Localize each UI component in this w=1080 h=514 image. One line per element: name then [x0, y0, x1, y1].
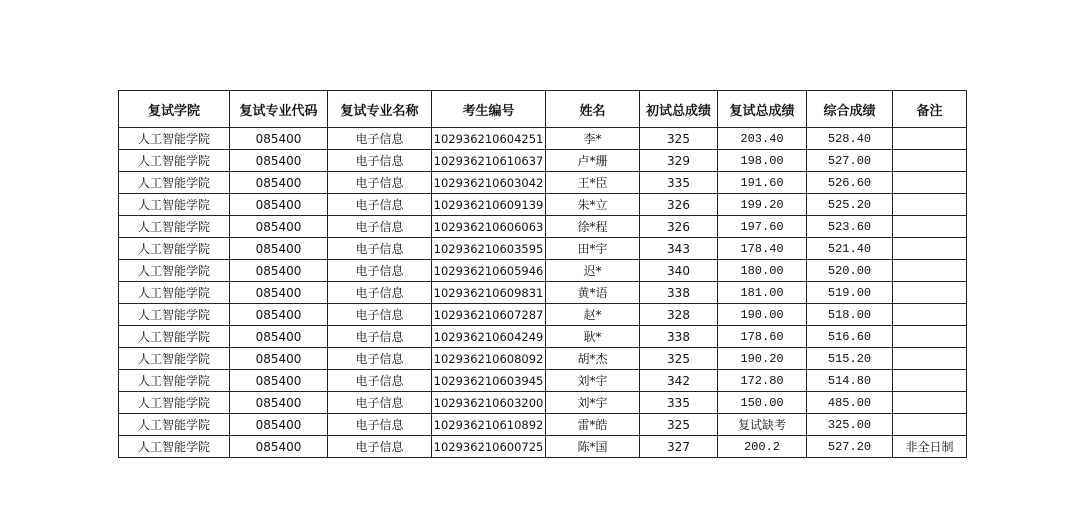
cell-college: 人工智能学院 — [119, 238, 230, 260]
cell-major-name: 电子信息 — [328, 370, 432, 392]
cell-prelim-score: 326 — [640, 194, 718, 216]
cell-exam-id: 102936210603595 — [432, 238, 546, 260]
table-row — [119, 260, 967, 282]
cell-total-score: 516.60 — [807, 326, 893, 348]
cell-major-name: 电子信息 — [328, 194, 432, 216]
cell-exam-id: 102936210603945 — [432, 370, 546, 392]
cell-college: 人工智能学院 — [119, 436, 230, 458]
cell-major-code: 085400 — [230, 150, 328, 172]
cell-major-code: 085400 — [230, 260, 328, 282]
cell-name: 胡*杰 — [546, 348, 640, 370]
cell-prelim-score: 338 — [640, 326, 718, 348]
table-row — [119, 326, 967, 348]
cell-remarks — [893, 194, 967, 216]
cell-remarks — [893, 128, 967, 150]
cell-major-code: 085400 — [230, 436, 328, 458]
cell-name: 刘*宇 — [546, 370, 640, 392]
cell-major-code: 085400 — [230, 216, 328, 238]
cell-exam-id: 102936210604251 — [432, 128, 546, 150]
cell-remarks — [893, 348, 967, 370]
cell-college: 人工智能学院 — [119, 414, 230, 436]
header-retest-score: 复试总成绩 — [718, 91, 807, 128]
table-body — [119, 128, 967, 458]
table-row — [119, 238, 967, 260]
cell-prelim-score: 335 — [640, 392, 718, 414]
cell-remarks — [893, 304, 967, 326]
cell-prelim-score: 325 — [640, 128, 718, 150]
cell-total-score: 528.40 — [807, 128, 893, 150]
cell-major-name: 电子信息 — [328, 436, 432, 458]
header-major-name: 复试专业名称 — [328, 91, 432, 128]
header-prelim-score: 初试总成绩 — [640, 91, 718, 128]
cell-total-score: 527.00 — [807, 150, 893, 172]
cell-college: 人工智能学院 — [119, 216, 230, 238]
cell-name: 徐*程 — [546, 216, 640, 238]
cell-exam-id: 102936210609139 — [432, 194, 546, 216]
cell-major-code: 085400 — [230, 238, 328, 260]
cell-total-score: 515.20 — [807, 348, 893, 370]
cell-retest-score: 198.00 — [718, 150, 807, 172]
cell-college: 人工智能学院 — [119, 370, 230, 392]
cell-major-code: 085400 — [230, 282, 328, 304]
cell-exam-id: 102936210605946 — [432, 260, 546, 282]
cell-retest-score: 178.40 — [718, 238, 807, 260]
cell-retest-score: 190.20 — [718, 348, 807, 370]
cell-prelim-score: 343 — [640, 238, 718, 260]
table-row — [119, 172, 967, 194]
cell-college: 人工智能学院 — [119, 304, 230, 326]
table-row — [119, 304, 967, 326]
cell-name: 卢*珊 — [546, 150, 640, 172]
cell-retest-score: 197.60 — [718, 216, 807, 238]
cell-remarks — [893, 370, 967, 392]
cell-college: 人工智能学院 — [119, 194, 230, 216]
cell-prelim-score: 328 — [640, 304, 718, 326]
cell-prelim-score: 327 — [640, 436, 718, 458]
cell-prelim-score: 338 — [640, 282, 718, 304]
cell-college: 人工智能学院 — [119, 326, 230, 348]
cell-college: 人工智能学院 — [119, 172, 230, 194]
cell-exam-id: 102936210606063 — [432, 216, 546, 238]
cell-major-name: 电子信息 — [328, 150, 432, 172]
cell-retest-score: 178.60 — [718, 326, 807, 348]
table-row — [119, 370, 967, 392]
cell-major-name: 电子信息 — [328, 216, 432, 238]
table-row — [119, 150, 967, 172]
cell-retest-score: 复试缺考 — [718, 414, 807, 436]
cell-exam-id: 102936210600725 — [432, 436, 546, 458]
cell-prelim-score: 329 — [640, 150, 718, 172]
cell-major-code: 085400 — [230, 414, 328, 436]
cell-retest-score: 199.20 — [718, 194, 807, 216]
header-remarks: 备注 — [893, 91, 967, 128]
cell-name: 赵* — [546, 304, 640, 326]
cell-remarks — [893, 260, 967, 282]
cell-remarks — [893, 172, 967, 194]
cell-retest-score: 200.2 — [718, 436, 807, 458]
cell-prelim-score: 326 — [640, 216, 718, 238]
cell-major-code: 085400 — [230, 326, 328, 348]
table-row — [119, 128, 967, 150]
cell-retest-score: 181.00 — [718, 282, 807, 304]
cell-remarks: 非全日制 — [893, 436, 967, 458]
cell-retest-score: 172.80 — [718, 370, 807, 392]
table-row — [119, 348, 967, 370]
cell-total-score: 526.60 — [807, 172, 893, 194]
cell-retest-score: 190.00 — [718, 304, 807, 326]
cell-major-name: 电子信息 — [328, 326, 432, 348]
cell-college: 人工智能学院 — [119, 150, 230, 172]
cell-exam-id: 102936210603042 — [432, 172, 546, 194]
cell-total-score: 520.00 — [807, 260, 893, 282]
cell-exam-id: 102936210610892 — [432, 414, 546, 436]
cell-college: 人工智能学院 — [119, 128, 230, 150]
header-major-code: 复试专业代码 — [230, 91, 328, 128]
cell-major-code: 085400 — [230, 392, 328, 414]
cell-remarks — [893, 282, 967, 304]
cell-remarks — [893, 392, 967, 414]
cell-name: 王*臣 — [546, 172, 640, 194]
cell-major-code: 085400 — [230, 370, 328, 392]
header-name: 姓名 — [546, 91, 640, 128]
cell-major-name: 电子信息 — [328, 348, 432, 370]
cell-name: 田*宇 — [546, 238, 640, 260]
cell-total-score: 521.40 — [807, 238, 893, 260]
header-row — [119, 91, 967, 128]
cell-exam-id: 102936210609831 — [432, 282, 546, 304]
cell-exam-id: 102936210610637 — [432, 150, 546, 172]
cell-exam-id: 102936210603200 — [432, 392, 546, 414]
cell-major-code: 085400 — [230, 348, 328, 370]
cell-major-name: 电子信息 — [328, 238, 432, 260]
table-row — [119, 282, 967, 304]
table-row — [119, 194, 967, 216]
header-exam-id: 考生编号 — [432, 91, 546, 128]
cell-prelim-score: 342 — [640, 370, 718, 392]
cell-total-score: 519.00 — [807, 282, 893, 304]
cell-name: 耿* — [546, 326, 640, 348]
cell-total-score: 523.60 — [807, 216, 893, 238]
cell-prelim-score: 340 — [640, 260, 718, 282]
cell-major-name: 电子信息 — [328, 260, 432, 282]
cell-total-score: 527.20 — [807, 436, 893, 458]
cell-total-score: 514.80 — [807, 370, 893, 392]
cell-prelim-score: 325 — [640, 348, 718, 370]
cell-major-code: 085400 — [230, 172, 328, 194]
header-college: 复试学院 — [119, 91, 230, 128]
cell-name: 陈*国 — [546, 436, 640, 458]
cell-college: 人工智能学院 — [119, 348, 230, 370]
cell-major-code: 085400 — [230, 128, 328, 150]
cell-remarks — [893, 326, 967, 348]
cell-name: 李* — [546, 128, 640, 150]
cell-remarks — [893, 216, 967, 238]
cell-remarks — [893, 150, 967, 172]
cell-major-code: 085400 — [230, 194, 328, 216]
cell-remarks — [893, 238, 967, 260]
cell-major-name: 电子信息 — [328, 392, 432, 414]
cell-college: 人工智能学院 — [119, 282, 230, 304]
cell-total-score: 485.00 — [807, 392, 893, 414]
cell-major-name: 电子信息 — [328, 414, 432, 436]
table-row — [119, 392, 967, 414]
results-table — [118, 90, 967, 458]
cell-major-name: 电子信息 — [328, 128, 432, 150]
cell-total-score: 525.20 — [807, 194, 893, 216]
header-total-score: 综合成绩 — [807, 91, 893, 128]
cell-name: 雷*皓 — [546, 414, 640, 436]
table-row — [119, 436, 967, 458]
cell-total-score: 325.00 — [807, 414, 893, 436]
cell-major-name: 电子信息 — [328, 304, 432, 326]
cell-remarks — [893, 414, 967, 436]
cell-retest-score: 203.40 — [718, 128, 807, 150]
cell-exam-id: 102936210607287 — [432, 304, 546, 326]
cell-retest-score: 180.00 — [718, 260, 807, 282]
cell-name: 迟* — [546, 260, 640, 282]
cell-college: 人工智能学院 — [119, 260, 230, 282]
cell-exam-id: 102936210608092 — [432, 348, 546, 370]
table-row — [119, 414, 967, 436]
cell-total-score: 518.00 — [807, 304, 893, 326]
cell-retest-score: 150.00 — [718, 392, 807, 414]
cell-name: 朱*立 — [546, 194, 640, 216]
table-row — [119, 216, 967, 238]
cell-college: 人工智能学院 — [119, 392, 230, 414]
cell-prelim-score: 325 — [640, 414, 718, 436]
cell-name: 黄*语 — [546, 282, 640, 304]
cell-retest-score: 191.60 — [718, 172, 807, 194]
cell-major-name: 电子信息 — [328, 172, 432, 194]
cell-major-code: 085400 — [230, 304, 328, 326]
cell-prelim-score: 335 — [640, 172, 718, 194]
cell-major-name: 电子信息 — [328, 282, 432, 304]
cell-name: 刘*宇 — [546, 392, 640, 414]
cell-exam-id: 102936210604249 — [432, 326, 546, 348]
